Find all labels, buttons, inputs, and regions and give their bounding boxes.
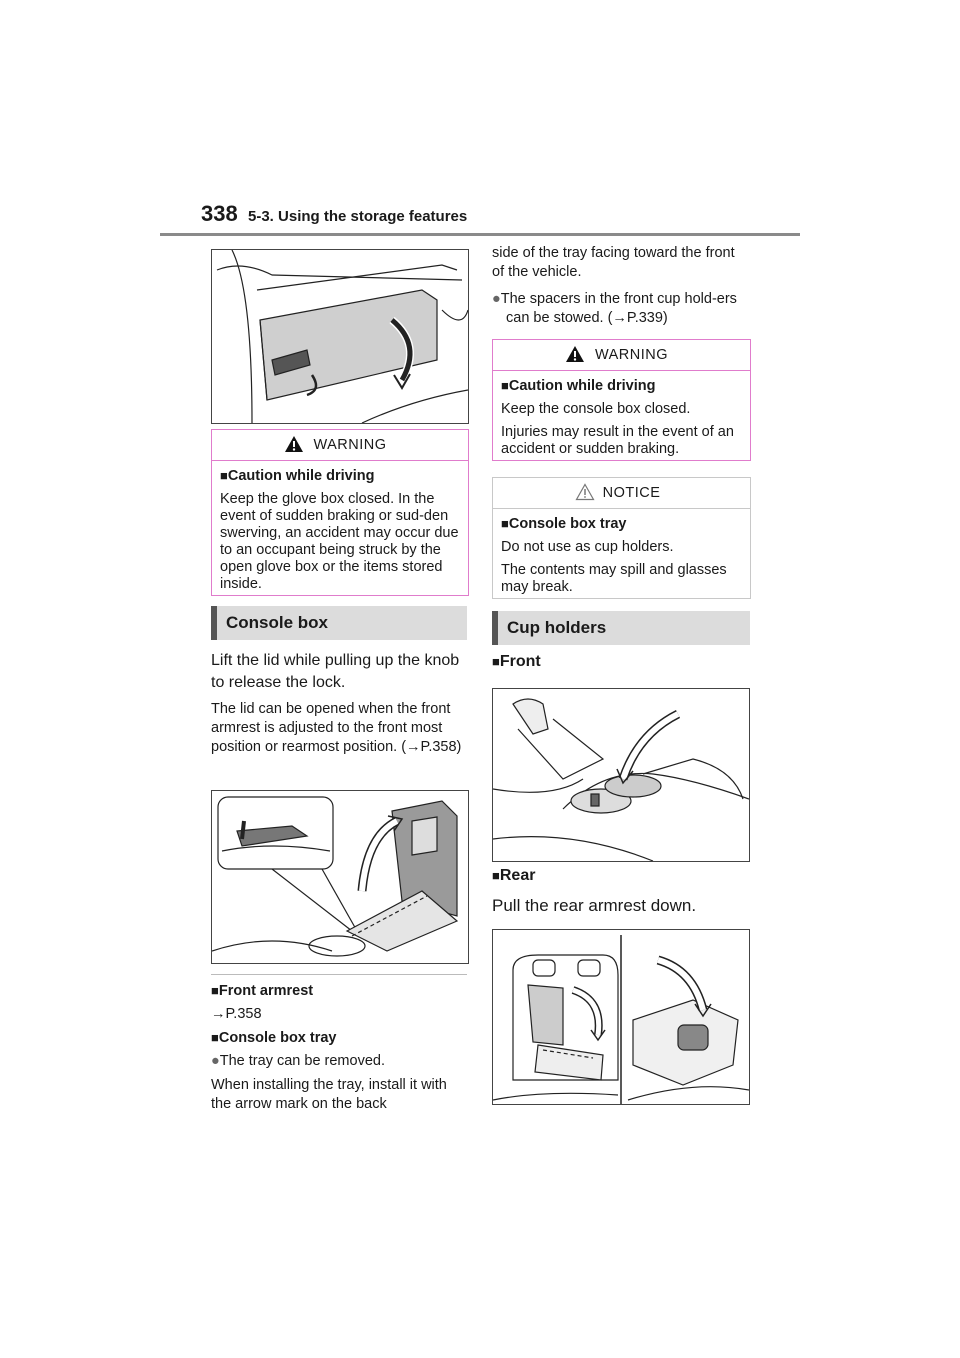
square-bullet-icon: ■ [492,868,500,883]
page-number: 338 [201,201,238,226]
lift-instruction: Lift the lid while pulling up the knob to release the lock. [211,652,460,691]
tray-install-text: When installing the tray, install it with the arrow mark on the back [211,1077,447,1112]
circle-bullet-icon: ● [492,291,501,307]
glove-box-illustration [211,249,469,424]
console-tray-notice [492,477,751,599]
square-bullet-icon: ■ [501,378,509,393]
warning-subtitle: ■Caution while driving [501,378,656,394]
rear-cup-holder-illustration [492,929,750,1105]
warning-header [212,430,468,461]
square-bullet-icon: ■ [211,1030,219,1045]
warning-text-2: Injuries may result in the event of an accident or sudden braking. [501,424,734,457]
spacers-bullet: ●The spacers in the front cup hold-ers can be stowed. (→P.339) [492,291,737,326]
warning-title: WARNING [594,347,669,363]
square-bullet-icon: ■ [501,516,509,531]
console-box-warning [492,339,751,461]
square-bullet-icon: ■ [211,983,219,998]
console-box-heading: Console box [211,606,467,640]
notice-text-1: Do not use as cup holders. [501,539,674,555]
warning-header [493,340,750,371]
circle-bullet-icon: ● [211,1053,220,1069]
rear-instruction: Pull the rear armrest down. [492,896,697,915]
section-title: 5-3. Using the storage features [248,208,468,225]
front-title: ■Front [492,653,541,670]
figure-divider [211,974,467,975]
cup-holders-heading: Cup holders [492,611,750,645]
tray-install-cont: side of the tray facing toward the front of the vehicle. [492,245,735,280]
notice-title: NOTICE [602,485,661,501]
tray-bullet: ●The tray can be removed. [211,1053,385,1069]
front-armrest-title: ■Front armrest [211,983,314,999]
console-tray-title: ■Console box tray [211,1030,337,1046]
front-cup-holder-illustration [492,688,750,862]
rear-title: ■Rear [492,867,536,884]
square-bullet-icon: ■ [492,654,500,669]
notice-text-2: The contents may spill and glasses may break. [501,562,727,595]
notice-header [493,478,750,509]
header-rule [160,233,800,236]
lid-note: The lid can be opened when the front armrest is adjusted to the front most position or rearmost position. (→P.358) [211,701,462,755]
notice-subtitle: ■Console box tray [501,516,627,532]
console-box-illustration [211,790,469,964]
front-armrest-ref: →P.358 [211,1006,262,1022]
warning-title: WARNING [313,437,387,453]
glove-box-warning [211,429,469,596]
warning-text: Keep the glove box closed. In the event of sudden braking or sud-den swerving, an accident may occur due to an occupant being struck by the open glove box or the items stored inside. [220,491,459,592]
square-bullet-icon: ■ [220,468,228,483]
warning-text-1: Keep the console box closed. [501,401,691,417]
warning-subtitle: ■Caution while driving [220,468,375,484]
